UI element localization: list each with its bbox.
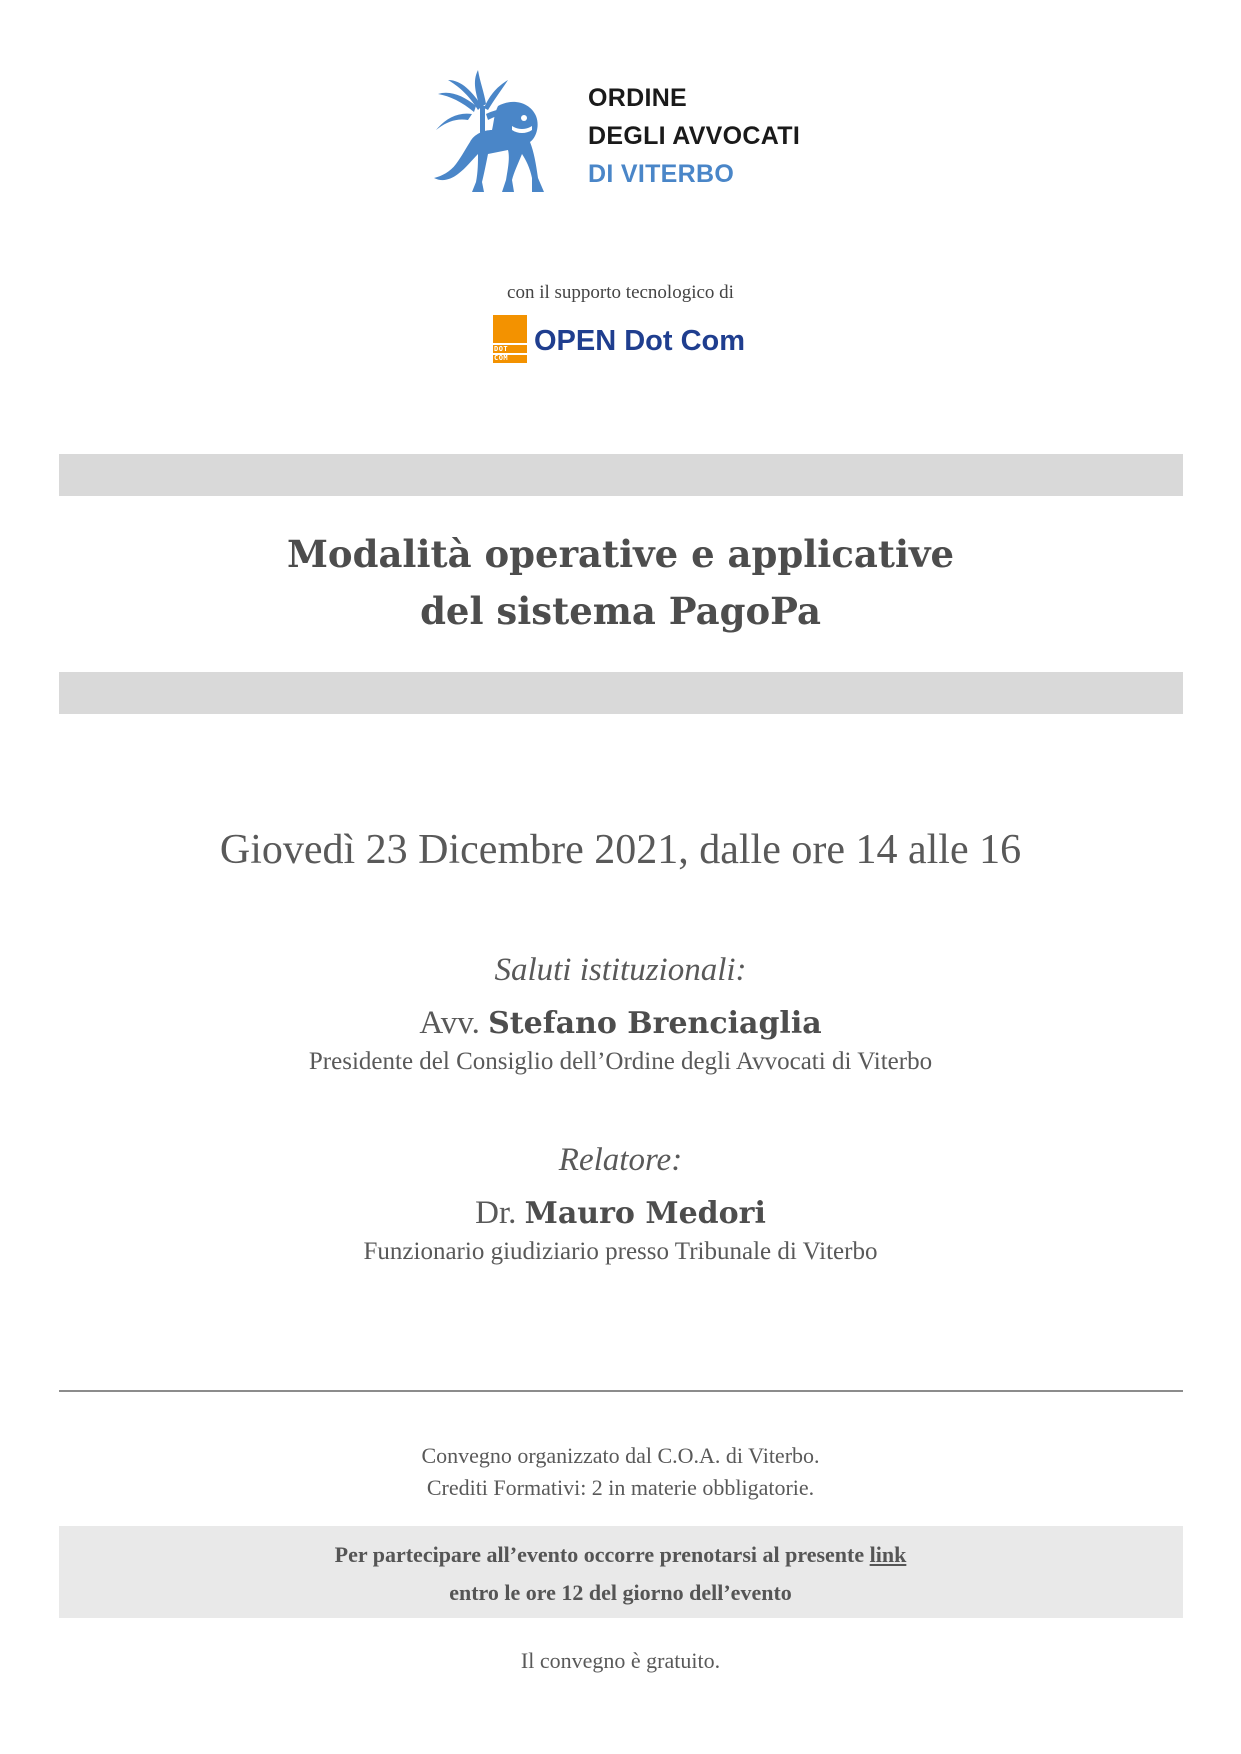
org-name-line3: DI VITERBO <box>588 160 735 188</box>
speaker-role: Funzionario giudiziario presso Tribunale di Viterbo <box>363 1238 878 1265</box>
greetings-name: Stefano Brenciaglia <box>488 1006 822 1041</box>
lion-emblem-icon <box>428 68 558 206</box>
sponsor-name: OPEN Dot Com <box>534 325 746 357</box>
title-line-2: del sistema PagoPa <box>420 589 821 633</box>
greetings-prefix: Avv. <box>419 1005 480 1041</box>
event-datetime: Giovedì 23 Dicembre 2021, dalle ore 14 alle 16 <box>219 827 1022 873</box>
ordine-logo <box>428 68 820 208</box>
opendotcom-logo <box>493 315 793 363</box>
greetings-label: Saluti istituzionali: <box>494 952 747 988</box>
greetings-role: Presidente del Consiglio dell’Ordine degli Avvocati di Viterbo <box>308 1048 933 1075</box>
opendotcom-square-icon <box>493 315 527 363</box>
title-line-1: Modalità operative e applicative <box>286 532 955 576</box>
divider <box>59 1390 1183 1392</box>
org-name-line2: DEGLI AVVOCATI <box>588 122 801 150</box>
greetings-speaker <box>0 1005 1241 1042</box>
title-bottom-bar <box>59 672 1183 714</box>
speaker <box>0 1195 1241 1232</box>
support-intro: con il supporto tecnologico di <box>507 282 734 303</box>
free-note: Il convegno è gratuito. <box>520 1648 721 1673</box>
booking-link[interactable]: link <box>869 1542 907 1567</box>
logo-small-com: COM <box>494 354 509 362</box>
organizer-note: Convegno organizzato dal C.O.A. di Viterbo. <box>421 1443 820 1468</box>
title-top-bar <box>59 454 1183 496</box>
speaker-prefix: Dr. <box>475 1195 517 1231</box>
speaker-label: Relatore: <box>558 1142 683 1178</box>
logo-small-dot: DOT <box>494 345 509 353</box>
speaker-name: Mauro Medori <box>524 1196 766 1231</box>
org-name-line1: ORDINE <box>588 84 688 112</box>
credits-note: Crediti Formativi: 2 in materie obbligatorie. <box>426 1475 815 1500</box>
booking-deadline: entro le ore 12 del giorno dell’evento <box>449 1580 792 1605</box>
booking-text: Per partecipare all’evento occorre prenotarsi al presente <box>334 1542 865 1567</box>
booking-line <box>0 1542 1241 1568</box>
